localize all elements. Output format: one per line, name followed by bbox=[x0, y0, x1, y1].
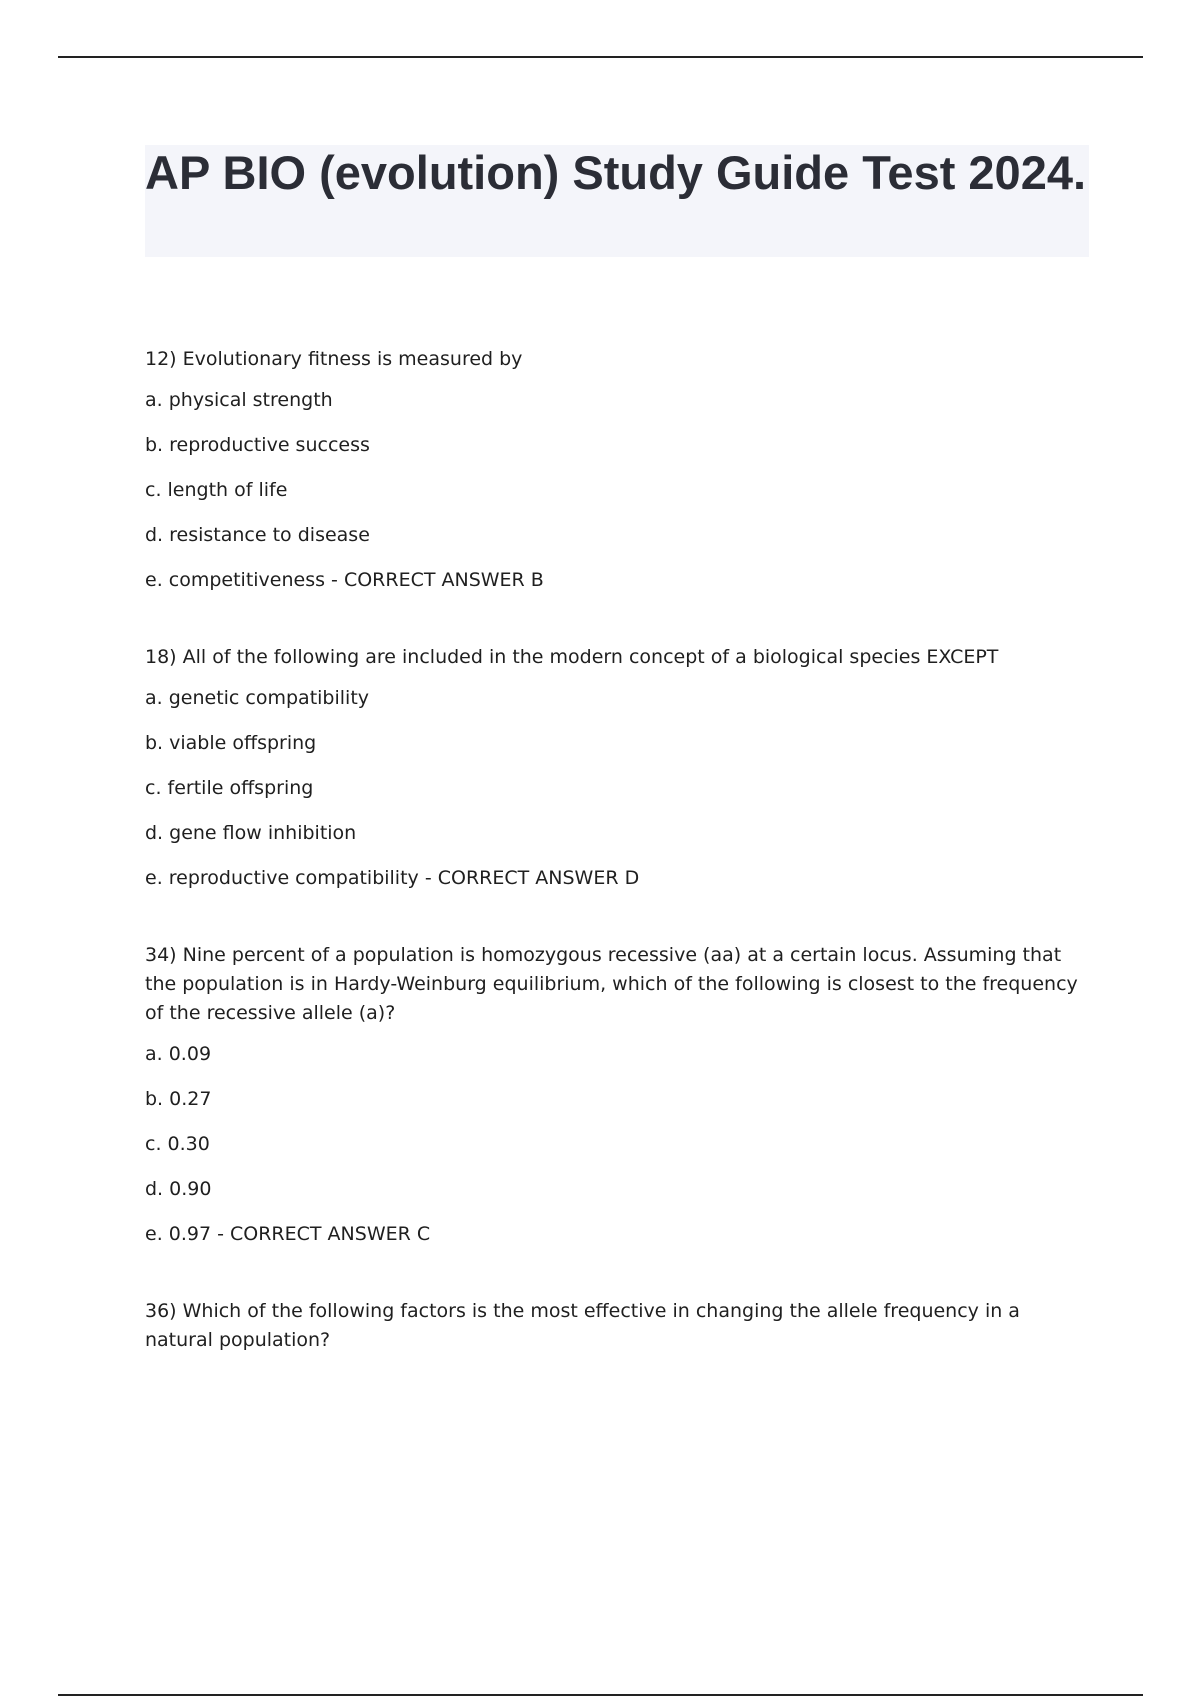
bottom-rule bbox=[58, 1694, 1143, 1696]
answer-option: c. fertile offspring bbox=[145, 777, 314, 799]
question-list bbox=[145, 345, 1085, 1367]
answer-option: a. genetic compatibility bbox=[145, 687, 370, 709]
document-title: AP BIO (evolution) Study Guide Test 2024. bbox=[145, 146, 1087, 199]
answer-option: e. 0.97 - CORRECT ANSWER C bbox=[145, 1223, 431, 1245]
answer-option: d. 0.90 bbox=[145, 1178, 212, 1200]
answer-option: b. viable offspring bbox=[145, 732, 317, 754]
answer-option: d. gene flow inhibition bbox=[145, 822, 357, 844]
top-rule bbox=[58, 56, 1143, 58]
answer-option: b. 0.27 bbox=[145, 1088, 212, 1110]
question-stem: 36) Which of the following factors is the most effective in changing the allele frequency in a natural population? bbox=[145, 1300, 1020, 1351]
question-block bbox=[145, 345, 1085, 595]
question-block bbox=[145, 941, 1085, 1249]
answer-option: c. 0.30 bbox=[145, 1133, 210, 1155]
answer-option: c. length of life bbox=[145, 479, 288, 501]
answer-option: b. reproductive success bbox=[145, 434, 370, 456]
answer-option: a. 0.09 bbox=[145, 1043, 212, 1065]
answer-option: e. competitiveness - CORRECT ANSWER B bbox=[145, 569, 544, 591]
question-stem: 12) Evolutionary fitness is measured by bbox=[145, 348, 523, 370]
question-block bbox=[145, 1297, 1085, 1355]
answer-option: d. resistance to disease bbox=[145, 524, 370, 546]
answer-option: e. reproductive compatibility - CORRECT ANSWER D bbox=[145, 867, 640, 889]
title-banner bbox=[145, 145, 1089, 257]
question-stem: 18) All of the following are included in the modern concept of a biological species EXCEPT bbox=[145, 646, 999, 668]
question-stem: 34) Nine percent of a population is homozygous recessive (aa) at a certain locus. Assuming that the population is in Hardy-Weinburg equilibrium, which of the following is closest to the frequency of the recessive allele (a)? bbox=[145, 944, 1078, 1024]
answer-option: a. physical strength bbox=[145, 389, 333, 411]
question-block bbox=[145, 643, 1085, 893]
